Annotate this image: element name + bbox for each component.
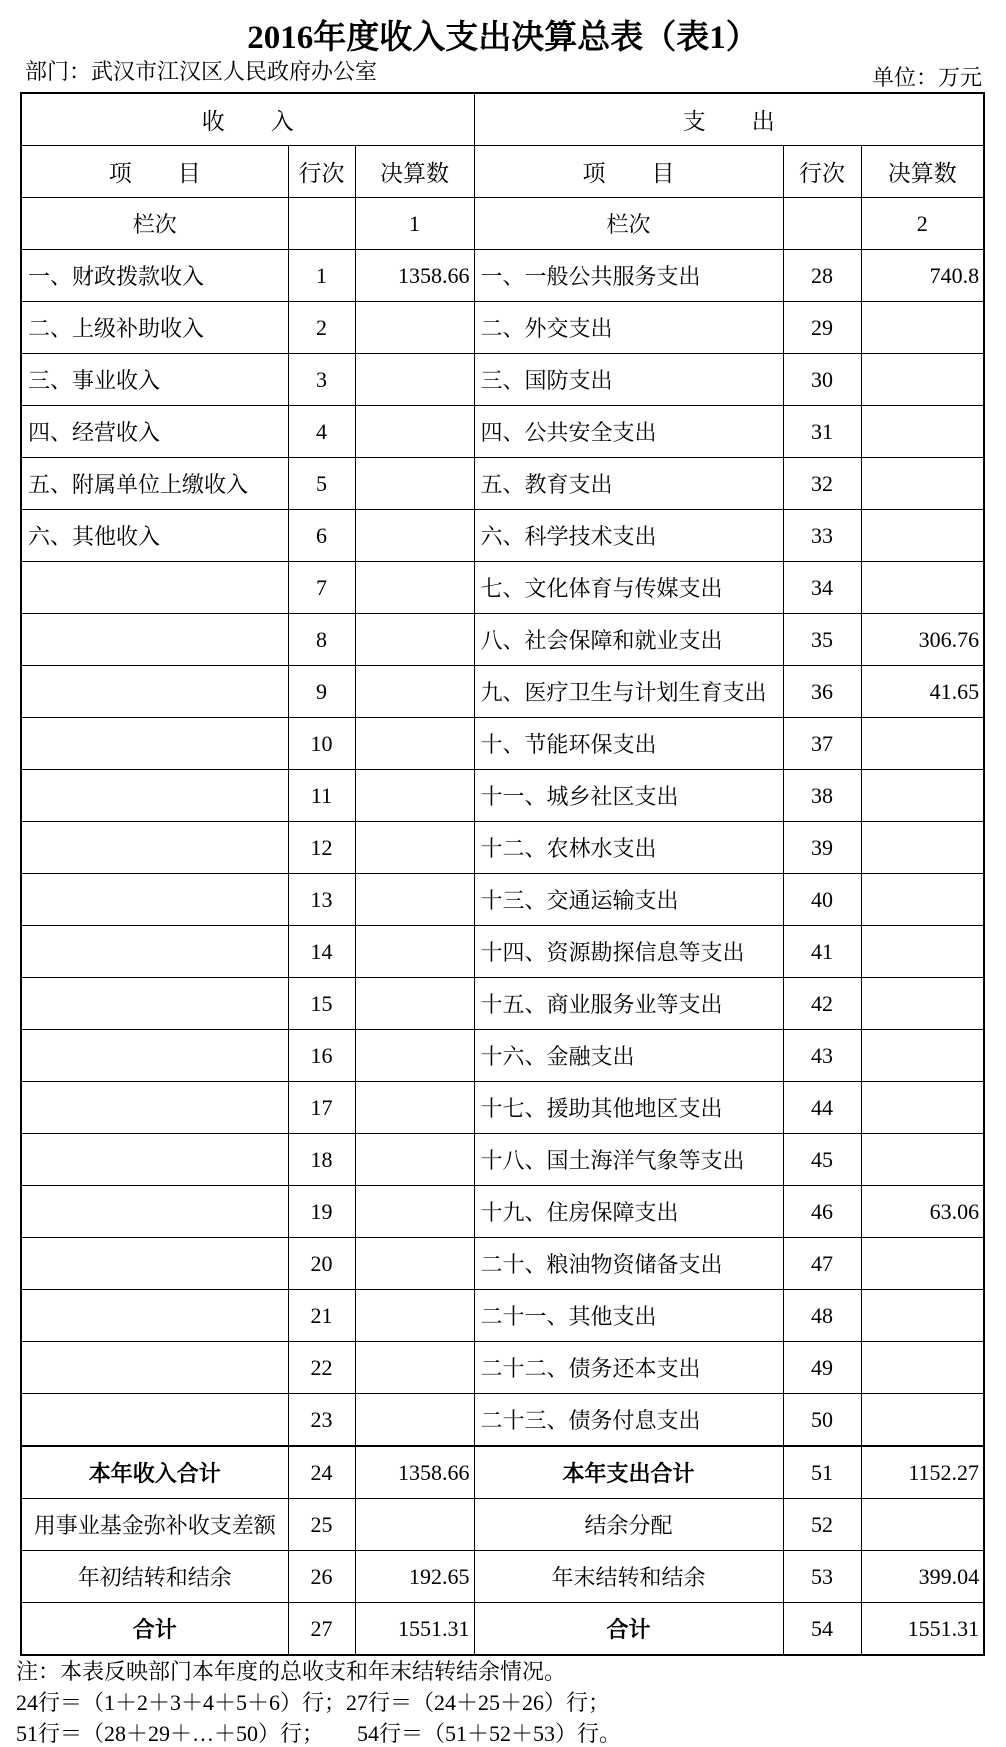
- income-line-cell: 8: [288, 614, 355, 666]
- expense-item-cell: 十七、援助其他地区支出: [474, 1082, 783, 1134]
- expense-item-cell: 一、一般公共服务支出: [474, 250, 783, 302]
- table-row: [21, 978, 984, 1030]
- expense-line-cell: 50: [783, 1394, 861, 1447]
- expense-item-cell: 九、医疗卫生与计划生育支出: [474, 666, 783, 718]
- table-row: [21, 926, 984, 978]
- expense-item-cell: 十三、交通运输支出: [474, 874, 783, 926]
- expense-item-cell: 十二、农林水支出: [474, 822, 783, 874]
- expense-line-cell: 34: [783, 562, 861, 614]
- table-row: [21, 1030, 984, 1082]
- income-line-cell: 13: [288, 874, 355, 926]
- income-item-cell: [21, 874, 288, 926]
- income-line-cell: 17: [288, 1082, 355, 1134]
- table-row: [21, 1238, 984, 1290]
- expense-line-cell: 35: [783, 614, 861, 666]
- income-amount-cell: [355, 1238, 474, 1290]
- income-section-header: 收 入: [21, 93, 474, 146]
- expense-line-cell: 38: [783, 770, 861, 822]
- expense-line-cell: 53: [783, 1551, 861, 1603]
- table-row: [21, 718, 984, 770]
- income-line-column-header: 行次: [288, 146, 355, 198]
- income-line-cell: 20: [288, 1238, 355, 1290]
- expense-line-cell: 52: [783, 1499, 861, 1551]
- expense-item-cell: 五、教育支出: [474, 458, 783, 510]
- footnotes: [16, 1656, 621, 1747]
- income-amount-cell: [355, 822, 474, 874]
- expense-amount-cell: 63.06: [861, 1186, 984, 1238]
- expense-line-cell: 33: [783, 510, 861, 562]
- income-amount-cell: [355, 302, 474, 354]
- income-amount-cell: [355, 1290, 474, 1342]
- income-item-cell: 六、其他收入: [21, 510, 288, 562]
- income-line-cell: 11: [288, 770, 355, 822]
- table-body: [21, 198, 984, 1656]
- income-item-cell: [21, 614, 288, 666]
- table-row: [21, 822, 984, 874]
- income-line-cell: 14: [288, 926, 355, 978]
- expense-line-cell: 49: [783, 1342, 861, 1394]
- expense-amount-cell: [861, 354, 984, 406]
- income-amount-cell: [355, 718, 474, 770]
- income-item-cell: 本年收入合计: [21, 1446, 288, 1499]
- expense-line-cell: 47: [783, 1238, 861, 1290]
- expense-item-cell: 十五、商业服务业等支出: [474, 978, 783, 1030]
- income-amount-cell: [355, 666, 474, 718]
- expense-line-cell: 51: [783, 1446, 861, 1499]
- table-row: [21, 1082, 984, 1134]
- income-line-cell: 21: [288, 1290, 355, 1342]
- income-line-cell: 4: [288, 406, 355, 458]
- expense-item-cell: 十、节能环保支出: [474, 718, 783, 770]
- expense-item-column-header: 项 目: [474, 146, 783, 198]
- expense-line-cell: 45: [783, 1134, 861, 1186]
- income-item-cell: [21, 1082, 288, 1134]
- expense-amount-cell: 41.65: [861, 666, 984, 718]
- income-amount-cell: [355, 874, 474, 926]
- expense-amount-cell: [861, 822, 984, 874]
- income-item-cell: [21, 926, 288, 978]
- income-item-cell: [21, 1290, 288, 1342]
- income-amount-cell: 1358.66: [355, 1446, 474, 1499]
- income-line-cell: 1: [288, 250, 355, 302]
- income-amount-cell: [355, 458, 474, 510]
- note-line-1: 注：本表反映部门本年度的总收支和年末结转结余情况。: [16, 1659, 567, 1684]
- table-row: [21, 1134, 984, 1186]
- expense-item-cell: 七、文化体育与传媒支出: [474, 562, 783, 614]
- income-amount-cell: 1551.31: [355, 1603, 474, 1656]
- expense-amount-cell: 1551.31: [861, 1603, 984, 1656]
- expense-item-cell: 十八、国土海洋气象等支出: [474, 1134, 783, 1186]
- final-accounts-table: [20, 92, 985, 1656]
- income-amount-column-header: 决算数: [355, 146, 474, 198]
- income-amount-cell: [355, 978, 474, 1030]
- department-label: 部门：武汉市江汉区人民政府办公室: [25, 59, 378, 84]
- expense-item-cell: 六、科学技术支出: [474, 510, 783, 562]
- expense-line-cell: 43: [783, 1030, 861, 1082]
- table-row: [21, 1446, 984, 1499]
- income-line-cell: 12: [288, 822, 355, 874]
- expense-item-cell: 合计: [474, 1603, 783, 1656]
- table-row: [21, 666, 984, 718]
- income-item-cell: 一、财政拨款收入: [21, 250, 288, 302]
- expense-item-cell: 结余分配: [474, 1499, 783, 1551]
- expense-line-cell: 48: [783, 1290, 861, 1342]
- income-line-cell: 18: [288, 1134, 355, 1186]
- income-amount-cell: [355, 1030, 474, 1082]
- income-amount-cell: [355, 510, 474, 562]
- income-item-cell: [21, 666, 288, 718]
- expense-amount-cell: [861, 1238, 984, 1290]
- expense-item-cell: 本年支出合计: [474, 1446, 783, 1499]
- expense-amount-cell: [861, 458, 984, 510]
- unit-label: 单位：万元: [871, 65, 982, 90]
- income-line-cell: 15: [288, 978, 355, 1030]
- income-amount-cell: [355, 1134, 474, 1186]
- income-item-cell: 三、事业收入: [21, 354, 288, 406]
- expense-amount-cell: [861, 406, 984, 458]
- expense-amount-cell: 306.76: [861, 614, 984, 666]
- expense-amount-cell: [861, 1082, 984, 1134]
- expense-item-cell: 二、外交支出: [474, 302, 783, 354]
- expense-item-cell: 十六、金融支出: [474, 1030, 783, 1082]
- expense-line-cell: 39: [783, 822, 861, 874]
- section-header-row: [21, 93, 984, 146]
- income-line-cell: 9: [288, 666, 355, 718]
- income-amount-cell: [355, 1394, 474, 1447]
- income-item-cell: [21, 1342, 288, 1394]
- income-item-cell: [21, 562, 288, 614]
- income-line-cell: 6: [288, 510, 355, 562]
- table-row: [21, 770, 984, 822]
- income-amount-cell: [355, 926, 474, 978]
- income-line-cell: 26: [288, 1551, 355, 1603]
- expense-item-cell: 十一、城乡社区支出: [474, 770, 783, 822]
- income-item-cell: [21, 770, 288, 822]
- expense-amount-cell: 2: [861, 198, 984, 250]
- income-line-cell: 2: [288, 302, 355, 354]
- income-item-cell: [21, 822, 288, 874]
- table-row: [21, 874, 984, 926]
- income-item-column-header: 项 目: [21, 146, 288, 198]
- income-line-cell: 27: [288, 1603, 355, 1656]
- expense-line-cell: 32: [783, 458, 861, 510]
- expense-amount-cell: [861, 1030, 984, 1082]
- income-line-cell: 24: [288, 1446, 355, 1499]
- income-amount-cell: [355, 406, 474, 458]
- expense-amount-cell: [861, 1394, 984, 1447]
- income-line-cell: 5: [288, 458, 355, 510]
- expense-item-cell: 二十二、债务还本支出: [474, 1342, 783, 1394]
- income-item-cell: [21, 718, 288, 770]
- income-amount-cell: [355, 1186, 474, 1238]
- expense-line-cell: 31: [783, 406, 861, 458]
- income-item-cell: 年初结转和结余: [21, 1551, 288, 1603]
- income-item-cell: [21, 1030, 288, 1082]
- expense-amount-cell: 740.8: [861, 250, 984, 302]
- expense-line-cell: 54: [783, 1603, 861, 1656]
- income-amount-cell: [355, 1082, 474, 1134]
- income-line-cell: 3: [288, 354, 355, 406]
- expense-item-cell: 二十三、债务付息支出: [474, 1394, 783, 1447]
- income-amount-cell: 1: [355, 198, 474, 250]
- income-amount-cell: 1358.66: [355, 250, 474, 302]
- table-row: [21, 1342, 984, 1394]
- expense-amount-cell: [861, 302, 984, 354]
- page-title: 2016年度收入支出决算总表（表1）: [247, 20, 759, 56]
- table-row: [21, 614, 984, 666]
- income-amount-cell: [355, 354, 474, 406]
- expense-line-cell: 36: [783, 666, 861, 718]
- note-line-2: 24行＝（1＋2＋3＋4＋5＋6）行；27行＝（24＋25＋26）行；: [16, 1690, 611, 1715]
- expense-line-cell: 44: [783, 1082, 861, 1134]
- income-line-cell: 16: [288, 1030, 355, 1082]
- expense-item-cell: 二十、粮油物资储备支出: [474, 1238, 783, 1290]
- expense-amount-cell: [861, 978, 984, 1030]
- expense-amount-column-header: 决算数: [861, 146, 984, 198]
- expense-amount-cell: [861, 874, 984, 926]
- expense-amount-cell: [861, 770, 984, 822]
- expense-line-cell: 41: [783, 926, 861, 978]
- income-item-cell: 栏次: [21, 198, 288, 250]
- income-item-cell: [21, 1186, 288, 1238]
- expense-line-cell: [783, 198, 861, 250]
- table-row: [21, 1290, 984, 1342]
- income-item-cell: [21, 1394, 288, 1447]
- expense-section-header: 支 出: [474, 93, 984, 146]
- table-row: [21, 250, 984, 302]
- expense-item-cell: 十四、资源勘探信息等支出: [474, 926, 783, 978]
- expense-line-cell: 40: [783, 874, 861, 926]
- income-item-cell: [21, 1238, 288, 1290]
- expense-amount-cell: [861, 1134, 984, 1186]
- column-header-row: [21, 146, 984, 198]
- table-row: [21, 198, 984, 250]
- income-line-cell: 23: [288, 1394, 355, 1447]
- income-line-cell: 22: [288, 1342, 355, 1394]
- expense-line-cell: 46: [783, 1186, 861, 1238]
- expense-line-cell: 30: [783, 354, 861, 406]
- income-item-cell: 五、附属单位上缴收入: [21, 458, 288, 510]
- note-line-3: 51行＝（28＋29＋…＋50）行； 54行＝（51＋52＋53）行。: [16, 1721, 622, 1746]
- expense-item-cell: 栏次: [474, 198, 783, 250]
- expense-amount-cell: 1152.27: [861, 1446, 984, 1499]
- income-item-cell: [21, 1134, 288, 1186]
- table-row: [21, 562, 984, 614]
- income-line-cell: [288, 198, 355, 250]
- expense-item-cell: 二十一、其他支出: [474, 1290, 783, 1342]
- income-item-cell: 四、经营收入: [21, 406, 288, 458]
- expense-line-cell: 42: [783, 978, 861, 1030]
- income-amount-cell: [355, 562, 474, 614]
- expense-amount-cell: [861, 926, 984, 978]
- income-item-cell: 合计: [21, 1603, 288, 1656]
- income-amount-cell: 192.65: [355, 1551, 474, 1603]
- expense-item-cell: 四、公共安全支出: [474, 406, 783, 458]
- table-row: [21, 458, 984, 510]
- income-amount-cell: [355, 770, 474, 822]
- table-row: [21, 406, 984, 458]
- table-row: [21, 510, 984, 562]
- expense-amount-cell: [861, 718, 984, 770]
- table-row: [21, 1499, 984, 1551]
- income-line-cell: 19: [288, 1186, 355, 1238]
- expense-item-cell: 十九、住房保障支出: [474, 1186, 783, 1238]
- expense-amount-cell: [861, 1342, 984, 1394]
- expense-amount-cell: [861, 562, 984, 614]
- income-line-cell: 10: [288, 718, 355, 770]
- income-line-cell: 25: [288, 1499, 355, 1551]
- expense-amount-cell: [861, 1499, 984, 1551]
- expense-line-column-header: 行次: [783, 146, 861, 198]
- table-row: [21, 1551, 984, 1603]
- expense-item-cell: 八、社会保障和就业支出: [474, 614, 783, 666]
- expense-line-cell: 37: [783, 718, 861, 770]
- income-item-cell: 二、上级补助收入: [21, 302, 288, 354]
- expense-line-cell: 28: [783, 250, 861, 302]
- expense-item-cell: 年末结转和结余: [474, 1551, 783, 1603]
- income-item-cell: 用事业基金弥补收支差额: [21, 1499, 288, 1551]
- income-amount-cell: [355, 614, 474, 666]
- income-item-cell: [21, 978, 288, 1030]
- table-row: [21, 1603, 984, 1656]
- income-amount-cell: [355, 1499, 474, 1551]
- income-line-cell: 7: [288, 562, 355, 614]
- expense-item-cell: 三、国防支出: [474, 354, 783, 406]
- expense-line-cell: 29: [783, 302, 861, 354]
- income-amount-cell: [355, 1342, 474, 1394]
- expense-amount-cell: [861, 510, 984, 562]
- expense-amount-cell: [861, 1290, 984, 1342]
- table-row: [21, 354, 984, 406]
- expense-amount-cell: 399.04: [861, 1551, 984, 1603]
- table-row: [21, 1186, 984, 1238]
- table-row: [21, 302, 984, 354]
- table-row: [21, 1394, 984, 1447]
